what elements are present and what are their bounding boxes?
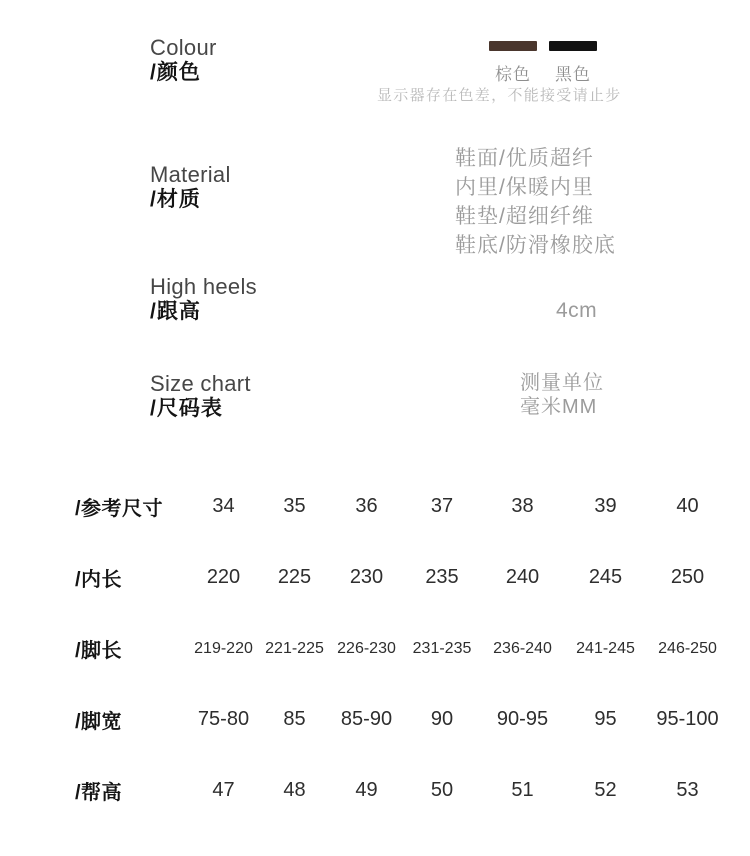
size-value: 38 [511,495,534,517]
material-section-label [150,162,231,212]
row-label-shaft-height: /帮高 [75,782,123,804]
row-label-inner-length: /内长 [75,569,123,591]
material-line-outsole: 鞋底/防滑橡胶底 [455,234,616,257]
heel-label-zh: /跟高 [150,300,201,323]
inner-length-value: 250 [670,566,705,588]
shaft-height-value: 48 [283,779,306,801]
inner-length-value: 225 [277,566,312,588]
foot-length-value: 231-235 [412,639,472,657]
inner-length-value: 245 [588,566,623,588]
foot-length-value: 236-240 [493,639,552,657]
foot-width-value: 95-100 [656,708,719,730]
size-chart-section-label [150,371,251,421]
foot-width-value: 90 [430,708,454,730]
foot-length-value: 219-220 [194,639,253,657]
material-label-zh: /材质 [150,188,201,211]
size-value: 35 [283,495,306,517]
shaft-height-value: 50 [430,779,454,801]
heel-label-en: High heels [150,274,257,299]
size-value: 36 [355,495,378,517]
size-table [0,471,750,826]
table-row-foot-width [0,684,750,755]
table-row-size [0,471,750,542]
table-row-shaft-height [0,755,750,826]
row-label-foot-length: /脚长 [75,640,123,662]
size-value: 39 [594,495,617,517]
row-label-size: /参考尺寸 [75,498,164,520]
swatch-brown-bar [489,41,537,51]
size-value: 37 [430,495,454,517]
swatch-brown [489,41,537,85]
material-label-en: Material [150,162,231,187]
measuring-unit-line2: 毫米MM [520,396,598,418]
foot-width-value: 75-80 [197,708,250,730]
foot-length-value: 221-225 [265,639,324,657]
foot-width-value: 85 [283,708,306,730]
foot-width-value: 95 [594,708,617,730]
foot-width-value: 90-95 [496,708,549,730]
shaft-height-value: 51 [511,779,534,801]
inner-length-value: 235 [425,566,459,588]
material-line-insole: 鞋垫/超细纤维 [455,205,594,228]
inner-length-value: 240 [505,566,540,588]
material-line-lining: 内里/保暖内里 [455,176,594,199]
colour-label-en: Colour [150,35,217,60]
foot-length-value: 246-250 [658,639,717,657]
swatch-brown-label: 棕色 [495,65,531,84]
foot-length-value: 226-230 [337,639,396,657]
colour-disclaimer-note: 显示器存在色差，不能接受请止步 [377,87,622,104]
colour-swatches [489,41,597,85]
shaft-height-value: 52 [594,779,617,801]
colour-label-zh: /颜色 [150,61,201,84]
size-chart-label-en: Size chart [150,371,251,396]
material-details [455,144,616,260]
swatch-black-bar [549,41,597,51]
colour-section-label [150,35,217,85]
shaft-height-value: 47 [212,779,235,801]
measuring-unit [520,371,604,419]
foot-width-value: 85-90 [340,708,393,730]
shaft-height-value: 49 [355,779,378,801]
foot-length-value: 241-245 [576,639,635,657]
inner-length-value: 220 [206,566,241,588]
material-line-upper: 鞋面/优质超纤 [455,147,594,170]
size-value: 34 [212,495,235,517]
shaft-height-value: 53 [676,779,699,801]
swatch-black [549,41,597,85]
table-row-inner-length [0,542,750,613]
size-value: 40 [676,495,699,517]
heel-section-label [150,274,257,324]
row-label-foot-width: /脚宽 [75,711,123,733]
table-row-foot-length [0,613,750,684]
size-chart-label-zh: /尺码表 [150,397,223,420]
measuring-unit-line1: 测量单位 [520,372,604,394]
swatch-black-label: 黑色 [555,65,591,84]
heel-height-value: 4cm [556,299,598,322]
inner-length-value: 230 [349,566,384,588]
